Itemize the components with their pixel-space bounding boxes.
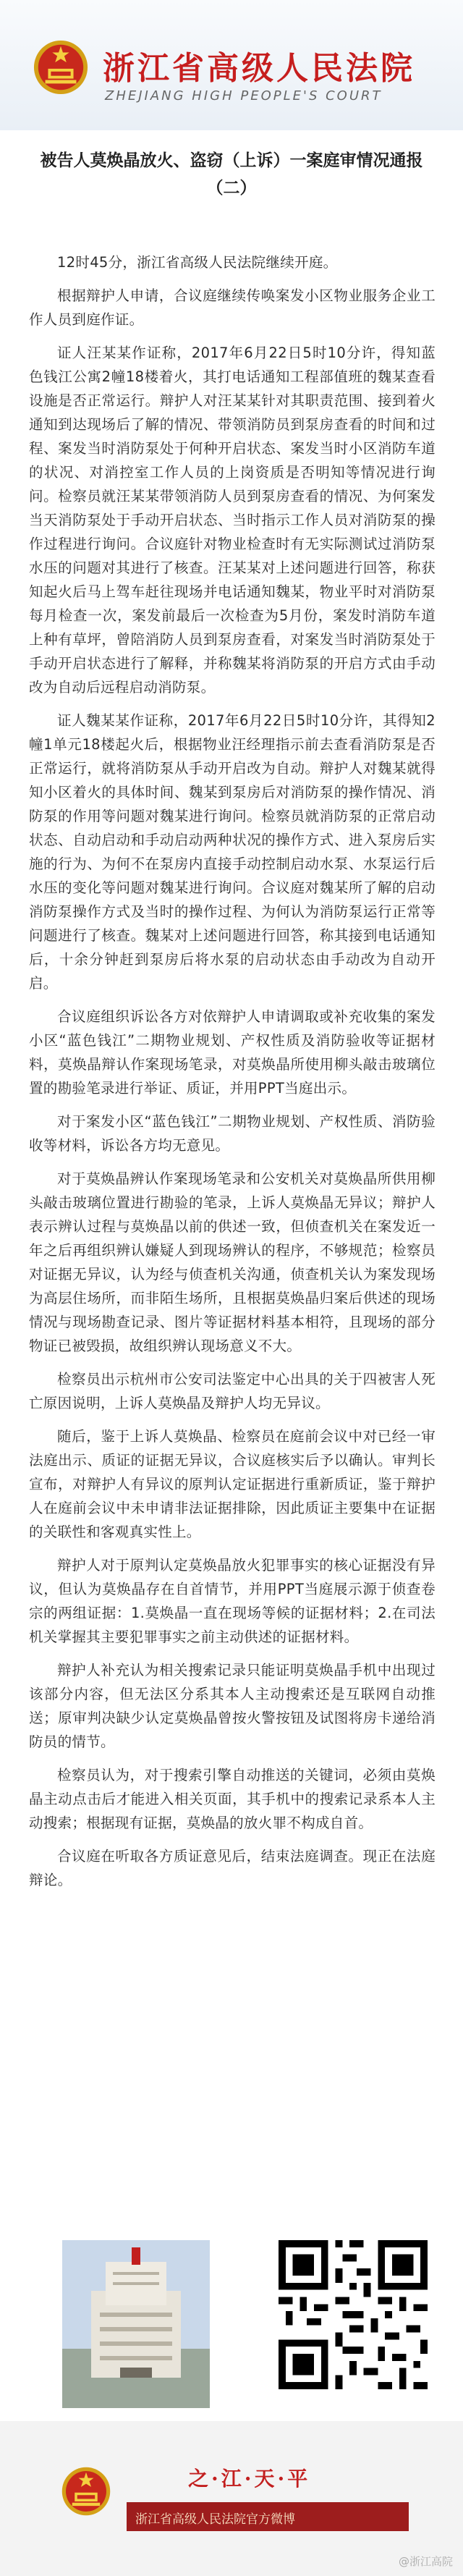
national-emblem-icon [61, 2466, 111, 2517]
header-banner [0, 0, 463, 130]
court-name: 浙江省高级人民法院 [103, 50, 415, 87]
paragraph: 合议庭组织诉讼各方对依辩护人申请调取或补充收集的案发小区“蓝色钱江”二期物业规划、产权性质及消防验收等证据材料，莫焕晶辩认作案现场笔录，对莫焕晶所使用柳头敲击玻璃位置的勘验笔录进行举证、质证，并用PPT当庭出示。 [29, 1008, 436, 1097]
national-emblem-icon [33, 39, 89, 96]
paragraph: 证人魏某某作证称，2017年6月22日5时10分许，其得知2幢1单元18楼起火后，根据物业汪经理指示前去查看消防泵是否正常运行，就将消防泵从手动开启改为自动。辩护人对魏某就得知小区着火的具体时间、魏某到泵房后对消防泵的操作情况、消防泵的作用等问题对魏某进行询问。检察员就消防泵的正常启动状态、自动启动和手动启动两种状况的操作方式、进入泵房后实施的行为、为何不在泵房内直接手动控制启动水泵、水泵运行后水压的变化等问题对魏某进行询问。合议庭对魏某所了解的启动消防泵操作方式及当时的操作过程、为何认为消防泵运行正常等问题进行了核查。魏某对上述问题进行回答，称其接到电话通知后，十余分钟赶到泵房后将水泵的启动状态由手动改为自动开启。 [29, 712, 436, 992]
paragraph: 证人汪某某作证称，2017年6月22日5时10分许，得知蓝色钱江公寓2幢18楼着火，其打电话通知工程部值班的魏某查看设施是否正常运行。辩护人对汪某某针对其职责范围、接到着火通知到达现场后了解的情况、带领消防员到泵房查看的时间和过程、案发当时消防泵处于何种开启状态、案发当时小区消防车道的状况、对消控室工作人员的上岗资质是否明知等情况进行询问。检察员就汪某某带领消防人员到泵房查看的情况、为何案发当天消防泵处于手动开启状态、当时指示工作人员对消防泵的操作过程进行询问。合议庭针对物业检查时有无实际测试过消防泵水压的问题对其进行了核查。汪某某对上述问题进行回答，称获知起火后马上驾车赶往现场并电话通知魏某，物业平时对消防泵每月检查一次，案发前最后一次检查为5月份，案发时消防车道上种有草坪，曾陪消防人员到泵房查看，对案发当时消防泵处于手动开启状态进行了解释，并称魏某将消防泵的开启方式由手动改为自动后远程启动消防泵。 [29, 345, 436, 696]
court-building-image [62, 2240, 210, 2408]
paragraph: 对于莫焕晶辨认作案现场笔录和公安机关对莫焕晶所供用柳头敲击玻璃位置进行勘验的笔录，上诉人莫焕晶无异议；辩护人表示辨认过程与莫焕晶以前的供述一致，但侦查机关在案发近一年之后再组织辨认嫌疑人到现场辨认的程序，不够规范；检察员对证据无异议，认为经与侦查机关沟通，侦查机关认为案发现场为高层住场所，而非陌生场所，且根据莫焕晶归案后供述的现场情况与现场勘查记录、图片等证据材料基本相符，且现场的部分物证已被毁损，故组织辨认现场意义不大。 [29, 1170, 436, 1354]
paragraph: 辩护人补充认为相关搜索记录只能证明莫焕晶手机中出现过该部分内容，但无法区分系其本人主动搜索还是互联网自动推送；原审判决缺少认定莫焕晶曾按火警按钮及试图将房卡递给消防员的情节。 [29, 1662, 436, 1750]
paragraph: 对于案发小区“蓝色钱江”二期物业规划、产权性质、消防验收等材料，诉讼各方均无意见。 [29, 1113, 436, 1154]
article-title: 被告人莫焕晶放火、盗窃（上诉）一案庭审情况通报（二） [40, 151, 423, 198]
paragraph: 随后，鉴于上诉人莫焕晶、检察员在庭前会议中对已经一审法庭出示、质证的证据无异议，合议庭核实后予以确认。审判长宣布，对辩护人有异议的原判认定证据进行重新质证，鉴于辩护人在庭前会议中未申请非法证据排除，因此质证主要集中在证据的关联性和客观真实性上。 [29, 1428, 436, 1540]
watermark: @浙江高院 [398, 2555, 453, 2568]
qr-code-image [279, 2240, 428, 2389]
paragraph: 根据辩护人申请，合议庭继续传唤案发小区物业服务企业工作人员到庭作证。 [29, 287, 436, 328]
weibo-subtitle: 浙江省高级人民法院官方微博 [135, 2512, 295, 2527]
footer [0, 2231, 463, 2576]
weibo-brand-title: 之·江·天·平 [188, 2467, 311, 2491]
subtitle-strip [127, 2502, 409, 2531]
court-name-english: ZHEJIANG HIGH PEOPLE'S COURT [105, 88, 383, 104]
paragraph: 合议庭在听取各方质证意见后，结束法庭调查。现正在法庭辩论。 [29, 1848, 436, 1888]
weibo-banner [0, 2421, 463, 2576]
paragraph: 12时45分，浙江省高级人民法院继续开庭。 [57, 254, 338, 271]
paragraph: 辩护人对于原判认定莫焕晶放火犯罪事实的核心证据没有异议，但认为莫焕晶存在自首情节，并用PPT当庭展示源于侦查卷宗的两组证据：1.莫焕晶一直在现场等候的证据材料；2.在司法机关掌握其主要犯罪事实之前主动供述的证据材料。 [29, 1557, 436, 1645]
paragraph: 检察员认为，对于搜索引擎自动推送的关键词，必须由莫焕晶主动点击后才能进入相关页面，其手机中的搜索记录系本人主动搜索；根据现有证据，莫焕晶的放火罪不构成自首。 [29, 1767, 436, 1831]
paragraph: 检察员出示杭州市公安司法鉴定中心出具的关于四被害人死亡原因说明，上诉人莫焕晶及辩护人均无异议。 [29, 1371, 436, 1411]
article-body [29, 250, 436, 1901]
